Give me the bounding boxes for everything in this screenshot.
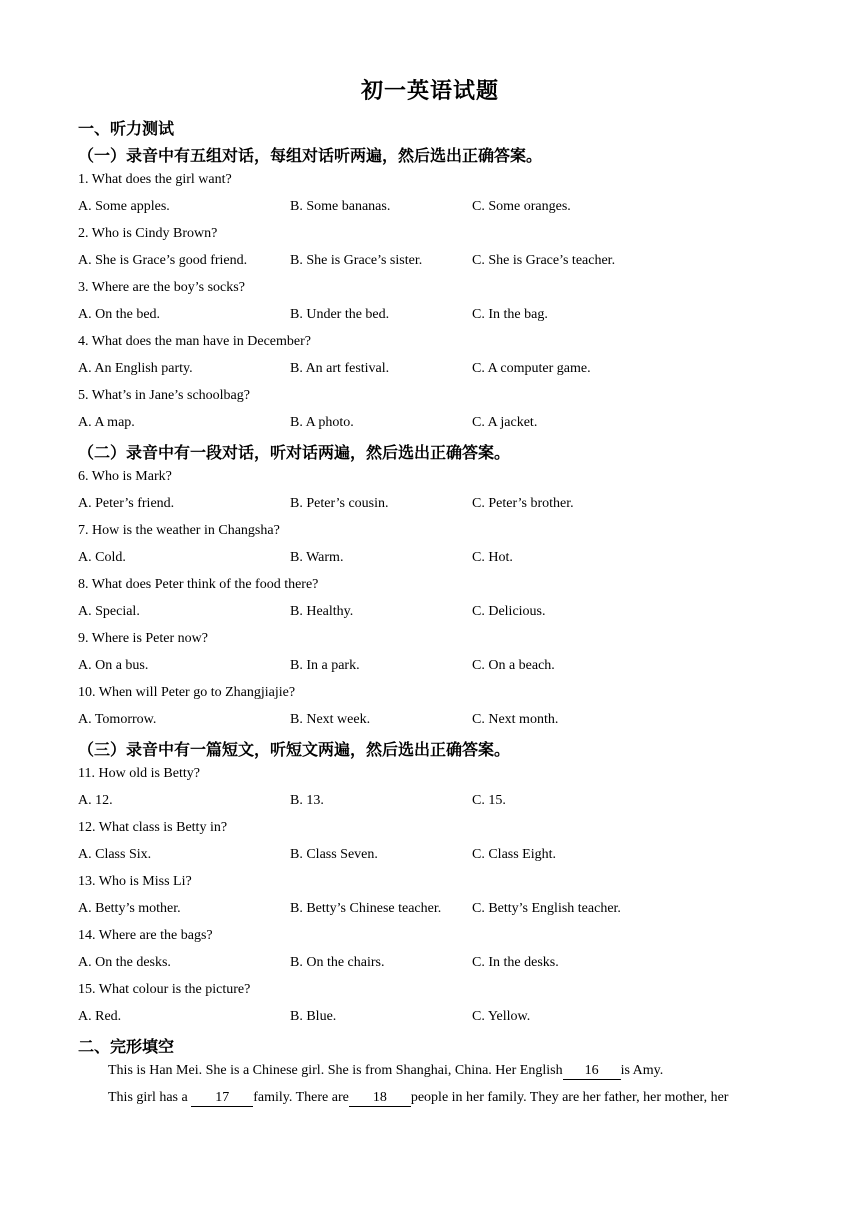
question-5: 5. What’s in Jane’s schoolbag? — [78, 388, 250, 403]
question-2-option-c: C. She is Grace’s teacher. — [472, 253, 616, 268]
question-10: 10. When will Peter go to Zhangjiajie? — [78, 685, 296, 700]
question-5-option-b: B. A photo. — [290, 415, 354, 430]
question-8-option-b: B. Healthy. — [290, 604, 354, 619]
cloze-line-1 — [108, 1062, 663, 1080]
question-1-option-a: A. Some apples. — [78, 199, 170, 214]
question-2-option-b: B. She is Grace’s sister. — [290, 253, 423, 268]
question-10-option-a: A. Tomorrow. — [78, 712, 157, 727]
question-6-option-a: A. Peter’s friend. — [78, 496, 175, 511]
question-4: 4. What does the man have in December? — [78, 334, 311, 349]
cloze-line-2-text: This girl has a — [108, 1090, 192, 1105]
question-11-option-b: B. 13. — [290, 793, 324, 808]
question-11-option-a: A. 12. — [78, 793, 113, 808]
question-14-option-b: B. On the chairs. — [290, 955, 385, 970]
question-6: 6. Who is Mark? — [78, 469, 172, 484]
question-9-option-c: C. On a beach. — [472, 658, 555, 673]
question-14-option-c: C. In the desks. — [472, 955, 559, 970]
question-6-option-c: C. Peter’s brother. — [472, 496, 574, 511]
question-15-option-c: C. Yellow. — [472, 1009, 531, 1024]
question-12-option-b: B. Class Seven. — [290, 847, 378, 862]
question-8-option-a: A. Special. — [78, 604, 140, 619]
cloze-line-2-end: people in her family. They are her father, her mother, her — [410, 1090, 729, 1105]
question-7-option-c: C. Hot. — [472, 550, 513, 565]
question-15-option-b: B. Blue. — [290, 1009, 337, 1024]
question-13-option-b: B. Betty’s Chinese teacher. — [290, 901, 442, 916]
question-4-option-c: C. A computer game. — [472, 361, 591, 376]
question-15: 15. What colour is the picture? — [78, 982, 251, 997]
question-1-option-c: C. Some oranges. — [472, 199, 571, 214]
part2-heading: 二、完形填空 — [78, 1037, 175, 1056]
question-9: 9. Where is Peter now? — [78, 631, 208, 646]
question-13-option-a: A. Betty’s mother. — [78, 901, 181, 916]
question-1-option-b: B. Some bananas. — [290, 199, 391, 214]
question-4-option-b: B. An art festival. — [290, 361, 390, 376]
cloze-blank-16: 16 — [563, 1063, 621, 1080]
question-14: 14. Where are the bags? — [78, 928, 213, 943]
question-10-option-b: B. Next week. — [290, 712, 371, 727]
page-title: 初一英语试题 — [360, 79, 499, 104]
question-7-option-a: A. Cold. — [78, 550, 126, 565]
cloze-line-1-end: is Amy. — [620, 1063, 664, 1078]
question-5-option-c: C. A jacket. — [472, 415, 538, 430]
question-6-option-b: B. Peter’s cousin. — [290, 496, 389, 511]
question-3: 3. Where are the boy’s socks? — [78, 280, 245, 295]
cloze-line-2 — [108, 1089, 728, 1107]
cloze-blank-18: 18 — [349, 1090, 411, 1107]
section-1-instruction: （一）录音中有五组对话，每组对话听两遍，然后选出正确答案。 — [78, 146, 543, 165]
question-13-option-c: C. Betty’s English teacher. — [472, 901, 621, 916]
question-1: 1. What does the girl want? — [78, 172, 232, 187]
question-12: 12. What class is Betty in? — [78, 820, 228, 835]
question-13: 13. Who is Miss Li? — [78, 874, 192, 889]
section-3-instruction: （三）录音中有一篇短文，听短文两遍，然后选出正确答案。 — [78, 740, 511, 759]
question-3-option-c: C. In the bag. — [472, 307, 548, 322]
question-2: 2. Who is Cindy Brown? — [78, 226, 218, 241]
question-11: 11. How old is Betty? — [78, 766, 200, 781]
section-2-instruction: （二）录音中有一段对话，听对话两遍，然后选出正确答案。 — [78, 443, 511, 462]
question-9-option-a: A. On a bus. — [78, 658, 149, 673]
question-3-option-a: A. On the bed. — [78, 307, 161, 322]
question-9-option-b: B. In a park. — [290, 658, 360, 673]
question-5-option-a: A. A map. — [78, 415, 135, 430]
question-7-option-b: B. Warm. — [290, 550, 344, 565]
question-8-option-c: C. Delicious. — [472, 604, 546, 619]
question-12-option-a: A. Class Six. — [78, 847, 152, 862]
question-7: 7. How is the weather in Changsha? — [78, 523, 280, 538]
cloze-line-1-text: This is Han Mei. She is a Chinese girl. She is from Shanghai, China. Her English — [108, 1063, 563, 1078]
part1-heading: 一、听力测试 — [78, 119, 175, 138]
question-2-option-a: A. She is Grace’s good friend. — [78, 253, 248, 268]
question-4-option-a: A. An English party. — [78, 361, 193, 376]
question-15-option-a: A. Red. — [78, 1009, 122, 1024]
cloze-line-2-mid: family. There are — [253, 1090, 349, 1105]
question-8: 8. What does Peter think of the food there? — [78, 577, 319, 592]
cloze-blank-17: 17 — [191, 1090, 253, 1107]
question-3-option-b: B. Under the bed. — [290, 307, 390, 322]
question-10-option-c: C. Next month. — [472, 712, 559, 727]
question-14-option-a: A. On the desks. — [78, 955, 171, 970]
question-11-option-c: C. 15. — [472, 793, 506, 808]
question-12-option-c: C. Class Eight. — [472, 847, 557, 862]
